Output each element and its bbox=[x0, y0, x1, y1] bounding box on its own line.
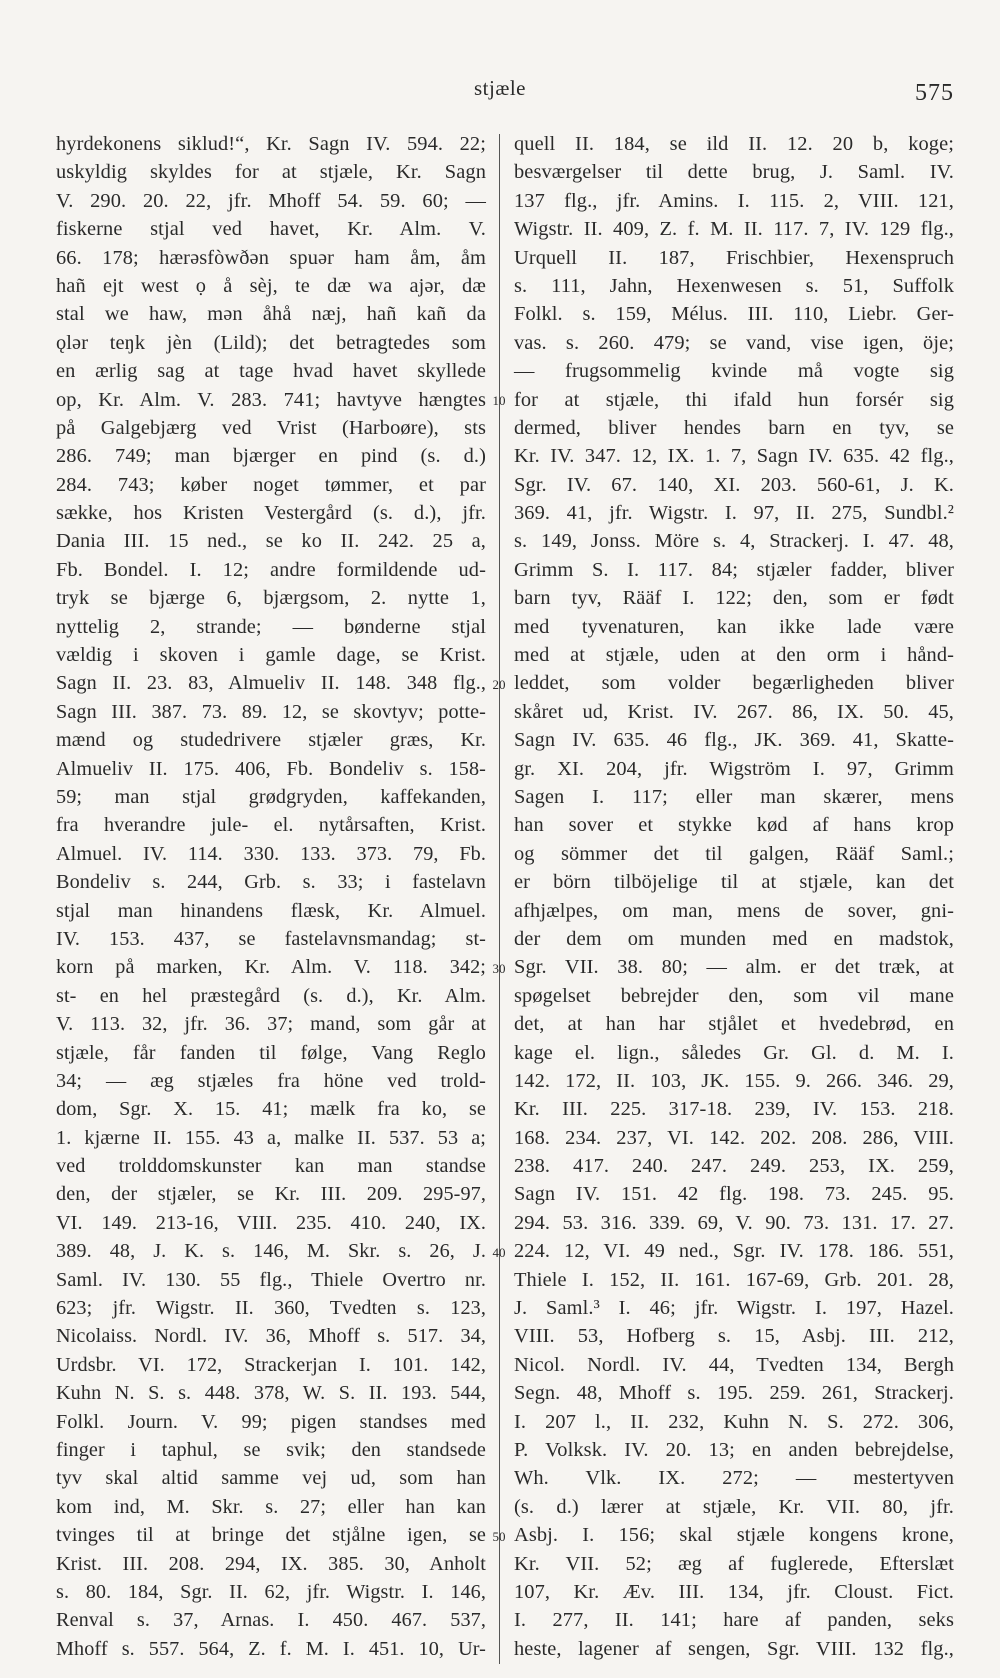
text-line: 224. 12, VI. 49 ned., Sgr. IV. 178. 186. 551, bbox=[514, 1240, 954, 1263]
text-line: quell II. 184, se ild II. 12. 20 b, koge; bbox=[514, 133, 954, 155]
line-number-marker: 30 bbox=[492, 960, 506, 976]
text-line: skåret ud, Krist. IV. 267. 86, IX. 50. 45, bbox=[514, 700, 954, 723]
text-line: s. 80. 184, Sgr. II. 62, jfr. Wigstr. I. 146, bbox=[56, 1580, 486, 1603]
text-line: det, at han har stjålet et hvedebrød, en bbox=[514, 1013, 954, 1036]
text-line: 137 flg., jfr. Amins. I. 115. 2, VIII. 121, bbox=[514, 189, 954, 212]
text-line: med at stjæle, uden at den orm i hånd- bbox=[514, 644, 954, 667]
text-line: heste, lagener af sengen, Sgr. VIII. 132 flg., bbox=[514, 1637, 954, 1660]
text-line: — frugsommelig kvinde må vogte sig bbox=[514, 360, 954, 383]
text-line: Thiele I. 152, II. 161. 167-69, Grb. 201. 28, bbox=[514, 1268, 954, 1291]
text-line: for at stjæle, thi ifald hun forsér sig bbox=[514, 388, 954, 411]
text-line: Kr. III. 225. 317-18. 239, IV. 153. 218. bbox=[514, 1098, 954, 1121]
text-line: leddet, som volder begærligheden bliver bbox=[514, 672, 954, 695]
text-line: han sover et stykke kød af hans krop bbox=[514, 814, 954, 837]
text-line: Nicol. Nordl. IV. 44, Tvedten 134, Bergh bbox=[514, 1353, 954, 1376]
text-line: Sagen I. 117; eller man skærer, mens bbox=[514, 785, 954, 808]
text-line: I. 207 l., II. 232, Kuhn N. S. 272. 306, bbox=[514, 1410, 954, 1433]
text-line: finger i taphul, se svik; den standsede bbox=[56, 1438, 486, 1461]
text-line: en ærlig sag at tage hvad havet skyllede bbox=[56, 360, 486, 383]
text-line: VIII. 53, Hofberg s. 15, Asbj. III. 212, bbox=[514, 1325, 954, 1348]
line-number-marker: 50 bbox=[492, 1528, 506, 1544]
text-line: Urquell II. 187, Frischbier, Hexenspruch bbox=[514, 246, 954, 269]
text-line: barn tyv, Rääf I. 122; den, som er født bbox=[514, 587, 954, 610]
text-line: Sagn III. 387. 73. 89. 12, se skovtyv; potte- bbox=[56, 700, 486, 723]
text-line: Grimm S. I. 117. 84; stjæler fadder, bliver bbox=[514, 558, 954, 581]
text-line: vældig i skoven i gamle dage, se Krist. bbox=[56, 644, 486, 667]
text-line: 107, Kr. Æv. III. 134, jfr. Cloust. Fict. bbox=[514, 1580, 954, 1603]
text-line: dermed, bliver hendes barn en tyv, se bbox=[514, 416, 954, 439]
text-line: V. 290. 20. 22, jfr. Mhoff 54. 59. 60; — bbox=[56, 189, 486, 212]
line-number-marker: 10 bbox=[492, 392, 506, 408]
text-line: Urdsbr. VI. 172, Strackerjan I. 101. 142, bbox=[56, 1353, 486, 1376]
text-line: stal we haw, mən åhå næj, hañ kañ da bbox=[56, 303, 486, 326]
text-line: Sagn IV. 151. 42 flg. 198. 73. 245. 95. bbox=[514, 1183, 954, 1206]
text-line: besværgelser til dette brug, J. Saml. IV. bbox=[514, 161, 954, 184]
text-line: stjæle, får fanden til følge, Vang Reglo bbox=[56, 1041, 486, 1064]
text-line: s. 111, Jahn, Hexenwesen s. 51, Suffolk bbox=[514, 274, 954, 297]
text-line: hyrdekonens siklud!“, Kr. Sagn IV. 594. 22; bbox=[56, 133, 486, 155]
text-line: 286. 749; man bjærger en pind (s. d.) bbox=[56, 445, 486, 468]
text-line: stjal man hinandens flæsk, Kr. Almuel. bbox=[56, 899, 486, 922]
text-line: 369. 41, jfr. Wigstr. I. 97, II. 275, Sundbl.² bbox=[514, 502, 954, 525]
text-line: vas. s. 260. 479; se vand, vise igen, öje; bbox=[514, 331, 954, 354]
text-line: ved trolddomskunster kan man standse bbox=[56, 1155, 486, 1178]
text-line: fiskerne stjal ved havet, Kr. Alm. V. bbox=[56, 218, 486, 241]
text-line: Sgr. VII. 38. 80; — alm. er det træk, at bbox=[514, 956, 954, 979]
text-line: på Galgebjærg ved Vrist (Harboøre), sts bbox=[56, 416, 486, 439]
text-line: Sgr. IV. 67. 140, XI. 203. 560-61, J. K. bbox=[514, 473, 954, 496]
text-line: tyv skal altid samme vej ud, som han bbox=[56, 1467, 486, 1490]
text-line: gr. XI. 204, jfr. Wigström I. 97, Grimm bbox=[514, 757, 954, 780]
text-line: J. Saml.³ I. 46; jfr. Wigstr. I. 197, Hazel. bbox=[514, 1297, 954, 1320]
text-line: 66. 178; hærəsfòwðən spuər ham åm, åm bbox=[56, 246, 486, 269]
text-line: er börn tilböjelige til at stjæle, kan det bbox=[514, 871, 954, 894]
text-line: Renval s. 37, Arnas. I. 450. 467. 537, bbox=[56, 1609, 486, 1632]
text-line: Mhoff s. 557. 564, Z. f. M. I. 451. 10, Ur- bbox=[56, 1637, 486, 1660]
text-line: sække, hos Kristen Vestergård (s. d.), jfr. bbox=[56, 502, 486, 525]
text-line: I. 277, II. 141; hare af panden, seks bbox=[514, 1609, 954, 1632]
text-line: og sömmer det til galgen, Rääf Saml.; bbox=[514, 842, 954, 865]
text-line: s. 149, Jonss. Möre s. 4, Strackerj. I. 47. 48, bbox=[514, 530, 954, 553]
text-line: Wigstr. II. 409, Z. f. M. II. 117. 7, IV. 129 flg., bbox=[514, 218, 954, 241]
left-column bbox=[56, 130, 486, 1663]
text-line: Bondeliv s. 244, Grb. s. 33; i fastelavn bbox=[56, 871, 486, 894]
text-line: Saml. IV. 130. 55 flg., Thiele Overtro nr. bbox=[56, 1268, 486, 1291]
text-line: 389. 48, J. K. s. 146, M. Skr. s. 26, J. bbox=[56, 1240, 486, 1263]
text-line: Asbj. I. 156; skal stjæle kongens krone, bbox=[514, 1524, 954, 1547]
text-line: 1. kjærne II. 155. 43 a, malke II. 537. 53 a; bbox=[56, 1126, 486, 1149]
text-line: tvinges til at bringe det stjålne igen, se bbox=[56, 1524, 486, 1547]
text-line: Sagn II. 23. 83, Almueliv II. 148. 348 flg., bbox=[56, 672, 486, 695]
text-line: (s. d.) lærer at stjæle, Kr. VII. 80, jfr. bbox=[514, 1495, 954, 1518]
text-line: 168. 234. 237, VI. 142. 202. 208. 286, VIII. bbox=[514, 1126, 954, 1149]
text-line: den, der stjæler, se Kr. III. 209. 295-97, bbox=[56, 1183, 486, 1206]
text-line: kage el. lign., således Gr. Gl. d. M. I. bbox=[514, 1041, 954, 1064]
text-line: fra hverandre jule- el. nytårsaften, Krist. bbox=[56, 814, 486, 837]
text-line: 284. 743; køber noget tømmer, et par bbox=[56, 473, 486, 496]
column-divider bbox=[499, 134, 500, 1664]
text-line: afhjælpes, om man, mens de sover, gni- bbox=[514, 899, 954, 922]
text-line: 142. 172, II. 103, JK. 155. 9. 266. 346. 29, bbox=[514, 1069, 954, 1092]
text-line: Almuel. IV. 114. 330. 133. 373. 79, Fb. bbox=[56, 842, 486, 865]
text-line: V. 113. 32, jfr. 36. 37; mand, som går at bbox=[56, 1013, 486, 1036]
text-line: Wh. Vlk. IX. 272; — mestertyven bbox=[514, 1467, 954, 1490]
text-line: P. Volksk. IV. 20. 13; en anden bebrejdelse, bbox=[514, 1438, 954, 1461]
page-header-word: stjæle bbox=[473, 76, 526, 100]
text-line: tryk se bjærge 6, bjærgsom, 2. nytte 1, bbox=[56, 587, 486, 610]
line-number-marker: 40 bbox=[492, 1244, 506, 1260]
text-line: 34; — æg stjæles fra höne ved trold- bbox=[56, 1069, 486, 1092]
text-line: 59; man stjal grødgryden, kaffekanden, bbox=[56, 785, 486, 808]
text-line: Kr. IV. 347. 12, IX. 1. 7, Sagn IV. 635. 42 flg., bbox=[514, 445, 954, 468]
right-column bbox=[514, 130, 954, 1663]
text-line: op, Kr. Alm. V. 283. 741; havtyve hængtes bbox=[56, 388, 486, 411]
text-line: Fb. Bondel. I. 12; andre formildende ud- bbox=[56, 558, 486, 581]
text-line: Segn. 48, Mhoff s. 195. 259. 261, Strackerj. bbox=[514, 1382, 954, 1405]
text-line: 623; jfr. Wigstr. II. 360, Tvedten s. 123, bbox=[56, 1297, 486, 1320]
text-line: dom, Sgr. X. 15. 41; mælk fra ko, se bbox=[56, 1098, 486, 1121]
text-line: nyttelig 2, strande; — bønderne stjal bbox=[56, 615, 486, 638]
text-line: Dania III. 15 ned., se ko II. 242. 25 a, bbox=[56, 530, 486, 553]
text-line: 294. 53. 316. 339. 69, V. 90. 73. 131. 17. 27. bbox=[514, 1211, 954, 1234]
text-line: Sagn IV. 635. 46 flg., JK. 369. 41, Skatte- bbox=[514, 729, 954, 752]
text-line: IV. 153. 437, se fastelavnsmandag; st- bbox=[56, 927, 486, 950]
text-line: Kr. VII. 52; æg af fuglerede, Efterslæt bbox=[514, 1552, 954, 1575]
text-line: Almueliv II. 175. 406, Fb. Bondeliv s. 158- bbox=[56, 757, 486, 780]
page-number: 575 bbox=[915, 80, 954, 106]
text-line: mænd og studedrivere stjæler græs, Kr. bbox=[56, 729, 486, 752]
text-line: Kuhn N. S. s. 448. 378, W. S. II. 193. 544, bbox=[56, 1382, 486, 1405]
text-line: Folkl. Journ. V. 99; pigen standses med bbox=[56, 1410, 486, 1433]
text-line: VI. 149. 213-16, VIII. 235. 410. 240, IX. bbox=[56, 1211, 486, 1234]
text-line: korn på marken, Kr. Alm. V. 118. 342; bbox=[56, 956, 486, 979]
text-line: uskyldig skyldes for at stjæle, Kr. Sagn bbox=[56, 161, 486, 184]
text-line: Folkl. s. 159, Mélus. III. 110, Liebr. Ger- bbox=[514, 303, 954, 326]
text-line: Krist. III. 208. 294, IX. 385. 30, Anholt bbox=[56, 1552, 486, 1575]
text-line: hañ ejt west ọ å sèj, te dæ wa ajər, dæ bbox=[56, 274, 486, 297]
text-line: ǫlər teŋk jèn (Lild); det betragtedes som bbox=[56, 331, 486, 354]
line-number-marker: 20 bbox=[492, 676, 506, 692]
text-line: Nicolaiss. Nordl. IV. 36, Mhoff s. 517. 34, bbox=[56, 1325, 486, 1348]
text-line: med tyvenaturen, kan ikke lade være bbox=[514, 615, 954, 638]
text-line: 238. 417. 240. 247. 249. 253, IX. 259, bbox=[514, 1155, 954, 1178]
text-line: spøgelset bebrejder den, som vil mane bbox=[514, 984, 954, 1007]
text-line: st- en hel præstegård (s. d.), Kr. Alm. bbox=[56, 984, 486, 1007]
text-line: kom ind, M. Skr. s. 27; eller han kan bbox=[56, 1495, 486, 1518]
text-line: der dem om munden med en madstok, bbox=[514, 927, 954, 950]
